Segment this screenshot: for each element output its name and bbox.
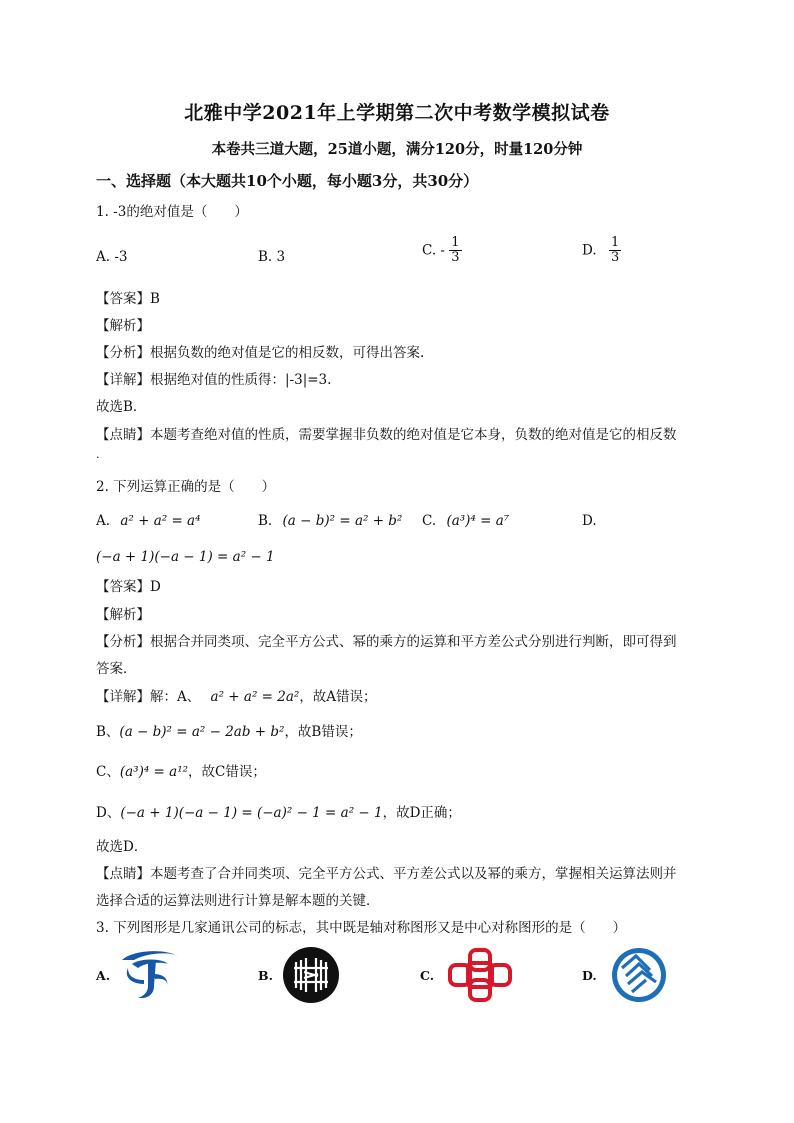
q1-option-d-label: D. xyxy=(582,242,597,259)
q2-option-b-expr: (a − b)² = a² + b² xyxy=(282,513,403,529)
xiangjie-text: 解：A、 xyxy=(150,689,201,705)
q2-option-b-label: B. xyxy=(258,513,273,529)
line-b-tail: ，故B错误； xyxy=(284,724,362,740)
q2-option-b xyxy=(258,512,402,530)
q2-stem: 2. 下列运算正确的是（ ） xyxy=(96,479,276,495)
q1-dianjing-dot: . xyxy=(96,448,100,461)
fenxi-text: 根据合并同类项、完全平方公式、幂的乘方的运算和平方差公式分别进行判断，即可得到 xyxy=(150,634,677,650)
q2-fenxi-cont: 答案． xyxy=(96,661,137,677)
q1-xiangjie xyxy=(96,371,331,389)
q2-option-c-label: C. xyxy=(422,513,437,529)
answer-tag: 【答案】 xyxy=(96,291,150,307)
q3-option-c-label: C. xyxy=(420,968,435,983)
q1-option-b: B. 3 xyxy=(258,249,286,265)
xiangjie-tag: 【详解】 xyxy=(96,689,150,705)
fraction-denominator: 3 xyxy=(451,250,460,265)
page-subtitle: 本卷共三道大题，25道小题，满分120分，时量120分钟 xyxy=(211,141,583,158)
line-c-head: C、 xyxy=(96,764,120,780)
q3-option-a-label: A. xyxy=(96,968,111,983)
dianjing-text: 本题考查绝对值的性质，需要掌握非负数的绝对值是它本身，负数的绝对值是它的相反数 xyxy=(150,427,677,443)
q1-dianjing xyxy=(96,426,677,444)
q1-conclusion: 故选B． xyxy=(96,399,147,415)
q2-answer xyxy=(96,578,161,596)
page-title: 北雅中学2021年上学期第二次中考数学模拟试卷 xyxy=(184,102,610,124)
q2-option-a xyxy=(96,512,201,530)
q1-option-c-label: C. - xyxy=(422,242,445,259)
unicom-knot-logo-icon xyxy=(446,946,514,1004)
xiangjie-text: 根据绝对值的性质得：|-3|=3. xyxy=(150,372,332,388)
q2-option-d-expr: (−a + 1)(−a − 1) = a² − 1 xyxy=(96,549,275,565)
q3-stem: 3. 下列图形是几家通讯公司的标志，其中既是轴对称图形又是中心对称图形的是（ ） xyxy=(96,920,627,936)
q1-option-a: A. -3 xyxy=(96,249,128,265)
fraction-numerator: 1 xyxy=(451,235,460,250)
dianjing-text: 本题考查了合并同类项、完全平方公式、平方差公式以及幂的乘方，掌握相关运算法则并 xyxy=(150,866,677,882)
line-d-head: D、 xyxy=(96,805,121,821)
q2-dianjing xyxy=(96,865,677,883)
xiangjie-tag: 【详解】 xyxy=(96,372,150,388)
circle-stripes-logo-icon xyxy=(282,946,340,1004)
dianjing-tag: 【点睛】 xyxy=(96,866,150,882)
answer-value: D xyxy=(150,579,161,595)
q3-option-b-label: B. xyxy=(258,968,273,983)
q3-option-d-label: D. xyxy=(582,968,597,983)
fraction-denominator: 3 xyxy=(610,250,620,265)
q1-option-d-fraction xyxy=(609,236,621,265)
q2-option-c-expr: (a³)⁴ = a⁷ xyxy=(446,513,510,529)
q2-xiangjie-a xyxy=(96,688,377,706)
q1-answer xyxy=(96,290,160,308)
line-a-expr: a² + a² = 2a² xyxy=(210,689,300,705)
line-d-expr: (−a + 1)(−a − 1) = (−a)² − 1 = a² − 1 xyxy=(120,805,383,821)
fenxi-tag: 【分析】 xyxy=(96,634,150,650)
fenxi-tag: 【分析】 xyxy=(96,345,150,361)
q2-fenxi xyxy=(96,633,677,651)
q1-stem: 1. -3的绝对值是（ ） xyxy=(96,204,248,220)
line-b-expr: (a − b)² = a² − 2ab + b² xyxy=(119,724,285,740)
q1-option-c-fraction xyxy=(449,236,461,265)
q1-fenxi xyxy=(96,344,424,362)
line-b-head: B、 xyxy=(96,724,120,740)
q2-xiangjie-c xyxy=(96,763,266,781)
q1-option-d xyxy=(582,236,621,265)
q2-option-c xyxy=(422,512,509,530)
line-d-tail: ，故D正确； xyxy=(382,805,461,821)
q2-xiangjie-d xyxy=(96,804,461,822)
line-a-tail: ，故A错误； xyxy=(299,689,377,705)
q2-conclusion: 故选D． xyxy=(96,839,148,855)
q1-jiexi: 【解析】 xyxy=(96,318,150,334)
line-c-tail: ，故C错误； xyxy=(188,764,266,780)
fraction-numerator: 1 xyxy=(610,235,620,250)
q2-xiangjie-b xyxy=(96,723,362,741)
dianjing-tag: 【点睛】 xyxy=(96,427,150,443)
line-c-expr: (a³)⁴ = a¹² xyxy=(119,764,189,780)
q2-dianjing-cont: 选择合适的运算法则进行计算是解本题的关键． xyxy=(96,893,380,909)
q1-option-c xyxy=(422,236,462,265)
q2-option-d-label: D. xyxy=(582,513,597,529)
q2-option-a-expr: a² + a² = a⁴ xyxy=(120,513,201,529)
q2-jiexi: 【解析】 xyxy=(96,607,150,623)
q2-option-a-label: A. xyxy=(96,513,111,529)
answer-tag: 【答案】 xyxy=(96,579,150,595)
fenxi-text: 根据负数的绝对值是它的相反数，可得出答案. xyxy=(150,345,425,361)
mobile-logo-icon xyxy=(610,946,668,1004)
telecom-logo-icon xyxy=(118,946,182,1004)
answer-value: B xyxy=(150,291,160,307)
section-heading: 一、选择题（本大题共10个小题，每小题3分，共30分） xyxy=(96,172,479,190)
